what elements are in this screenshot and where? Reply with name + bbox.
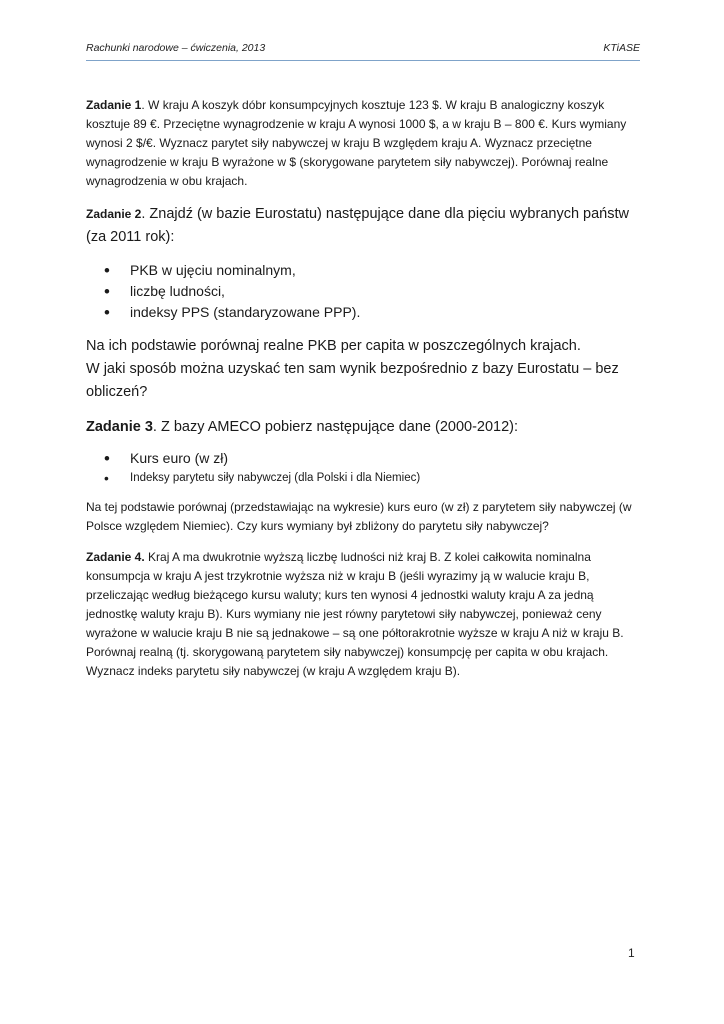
exercise-2-question-2: W jaki sposób można uzyskać ten sam wynik bezpośrednio z bazy Eurostatu – bez obliczeń?	[86, 361, 619, 400]
list-item: • Indeksy parytetu siły nabywczej (dla Polski i dla Niemiec)	[86, 469, 646, 488]
exercise-4-title: Zadanie 4.	[86, 550, 145, 564]
header-course-title: Rachunki narodowe – ćwiczenia, 2013	[86, 42, 266, 54]
list-item: • indeksy PPS (standaryzowane PPP).	[86, 302, 646, 323]
exercise-3-instructions: Na tej podstawie porównaj (przedstawiając na wykresie) kurs euro (w zł) z parytetem siły nabywczej (w Polsce względem Niemiec). Czy kurs wymiany był zbliżony do parytetu siły nabywczej?	[86, 500, 632, 533]
exercise-4-text: Kraj A ma dwukrotnie wyższą liczbę ludności niż kraj B. Z kolei całkowita nominalna konsumpcja w kraju A jest trzykrotnie wyższa niż w kraju B (jeśli wyrazimy ją w walucie kraju B, przeliczając według bieżącego kursu waluty; kurs ten wynosi 4 jednostki waluty kraju A za jedną jednostkę waluty kraju B). Kurs wymiany nie jest równy parytetowi siły nabywczej, ponieważ ceny wyrażone w walucie kraju B nie są jednakowe – są one półtorakrotnie wyższe w kraju A niż w kraju B. Porównaj realną (tj. skorygowaną parytetem siły nabywczej) konsumpcję per capita w obu krajach. Wyznacz indeks parytetu siły nabywczej (w kraju A względem kraju B).	[86, 550, 624, 678]
document-body	[86, 96, 646, 681]
exercise-1-text: . W kraju A koszyk dóbr konsumpcyjnych kosztuje 123 $. W kraju B analogiczny koszyk kosztuje 89 €. Przeciętne wynagrodzenie w kraju A wynosi 1000 $, a w kraju B – 800 €. Kurs wymiany wynosi 2 $/€. Wyznacz parytet siły nabywczej w kraju B względem kraju A. Wyznacz przeciętne wynagrodzenie w kraju B wyrażone w $ (skorygowane parytetem siły nabywczej). Porównaj realne wynagrodzenia w obu krajach.	[86, 98, 627, 188]
exercise-2	[86, 203, 646, 249]
exercise-2-list	[86, 260, 646, 323]
list-item: • liczbę ludności,	[86, 281, 646, 302]
exercise-3-text: . Z bazy AMECO pobierz następujące dane (2000-2012):	[152, 419, 519, 435]
exercise-4	[86, 548, 646, 681]
exercise-3-list	[86, 448, 646, 488]
exercise-2-text: . Znajdź (w bazie Eurostatu) następujące dane dla pięciu wybranych państw (za 2011 rok):	[86, 206, 629, 245]
exercise-3	[86, 416, 646, 438]
list-item: • Kurs euro (w zł)	[86, 448, 646, 469]
exercise-3-title: Zadanie 3	[86, 419, 153, 435]
page-header	[86, 42, 640, 61]
exercise-2-question-1: Na ich podstawie porównaj realne PKB per capita w poszczególnych krajach.	[86, 338, 581, 354]
header-department: KTiASE	[603, 42, 640, 54]
exercise-1	[86, 96, 646, 191]
page-number: 1	[628, 946, 635, 960]
list-item: • PKB w ujęciu nominalnym,	[86, 260, 646, 281]
exercise-1-title: Zadanie 1	[86, 98, 142, 112]
exercise-2-title: Zadanie 2	[86, 207, 142, 221]
